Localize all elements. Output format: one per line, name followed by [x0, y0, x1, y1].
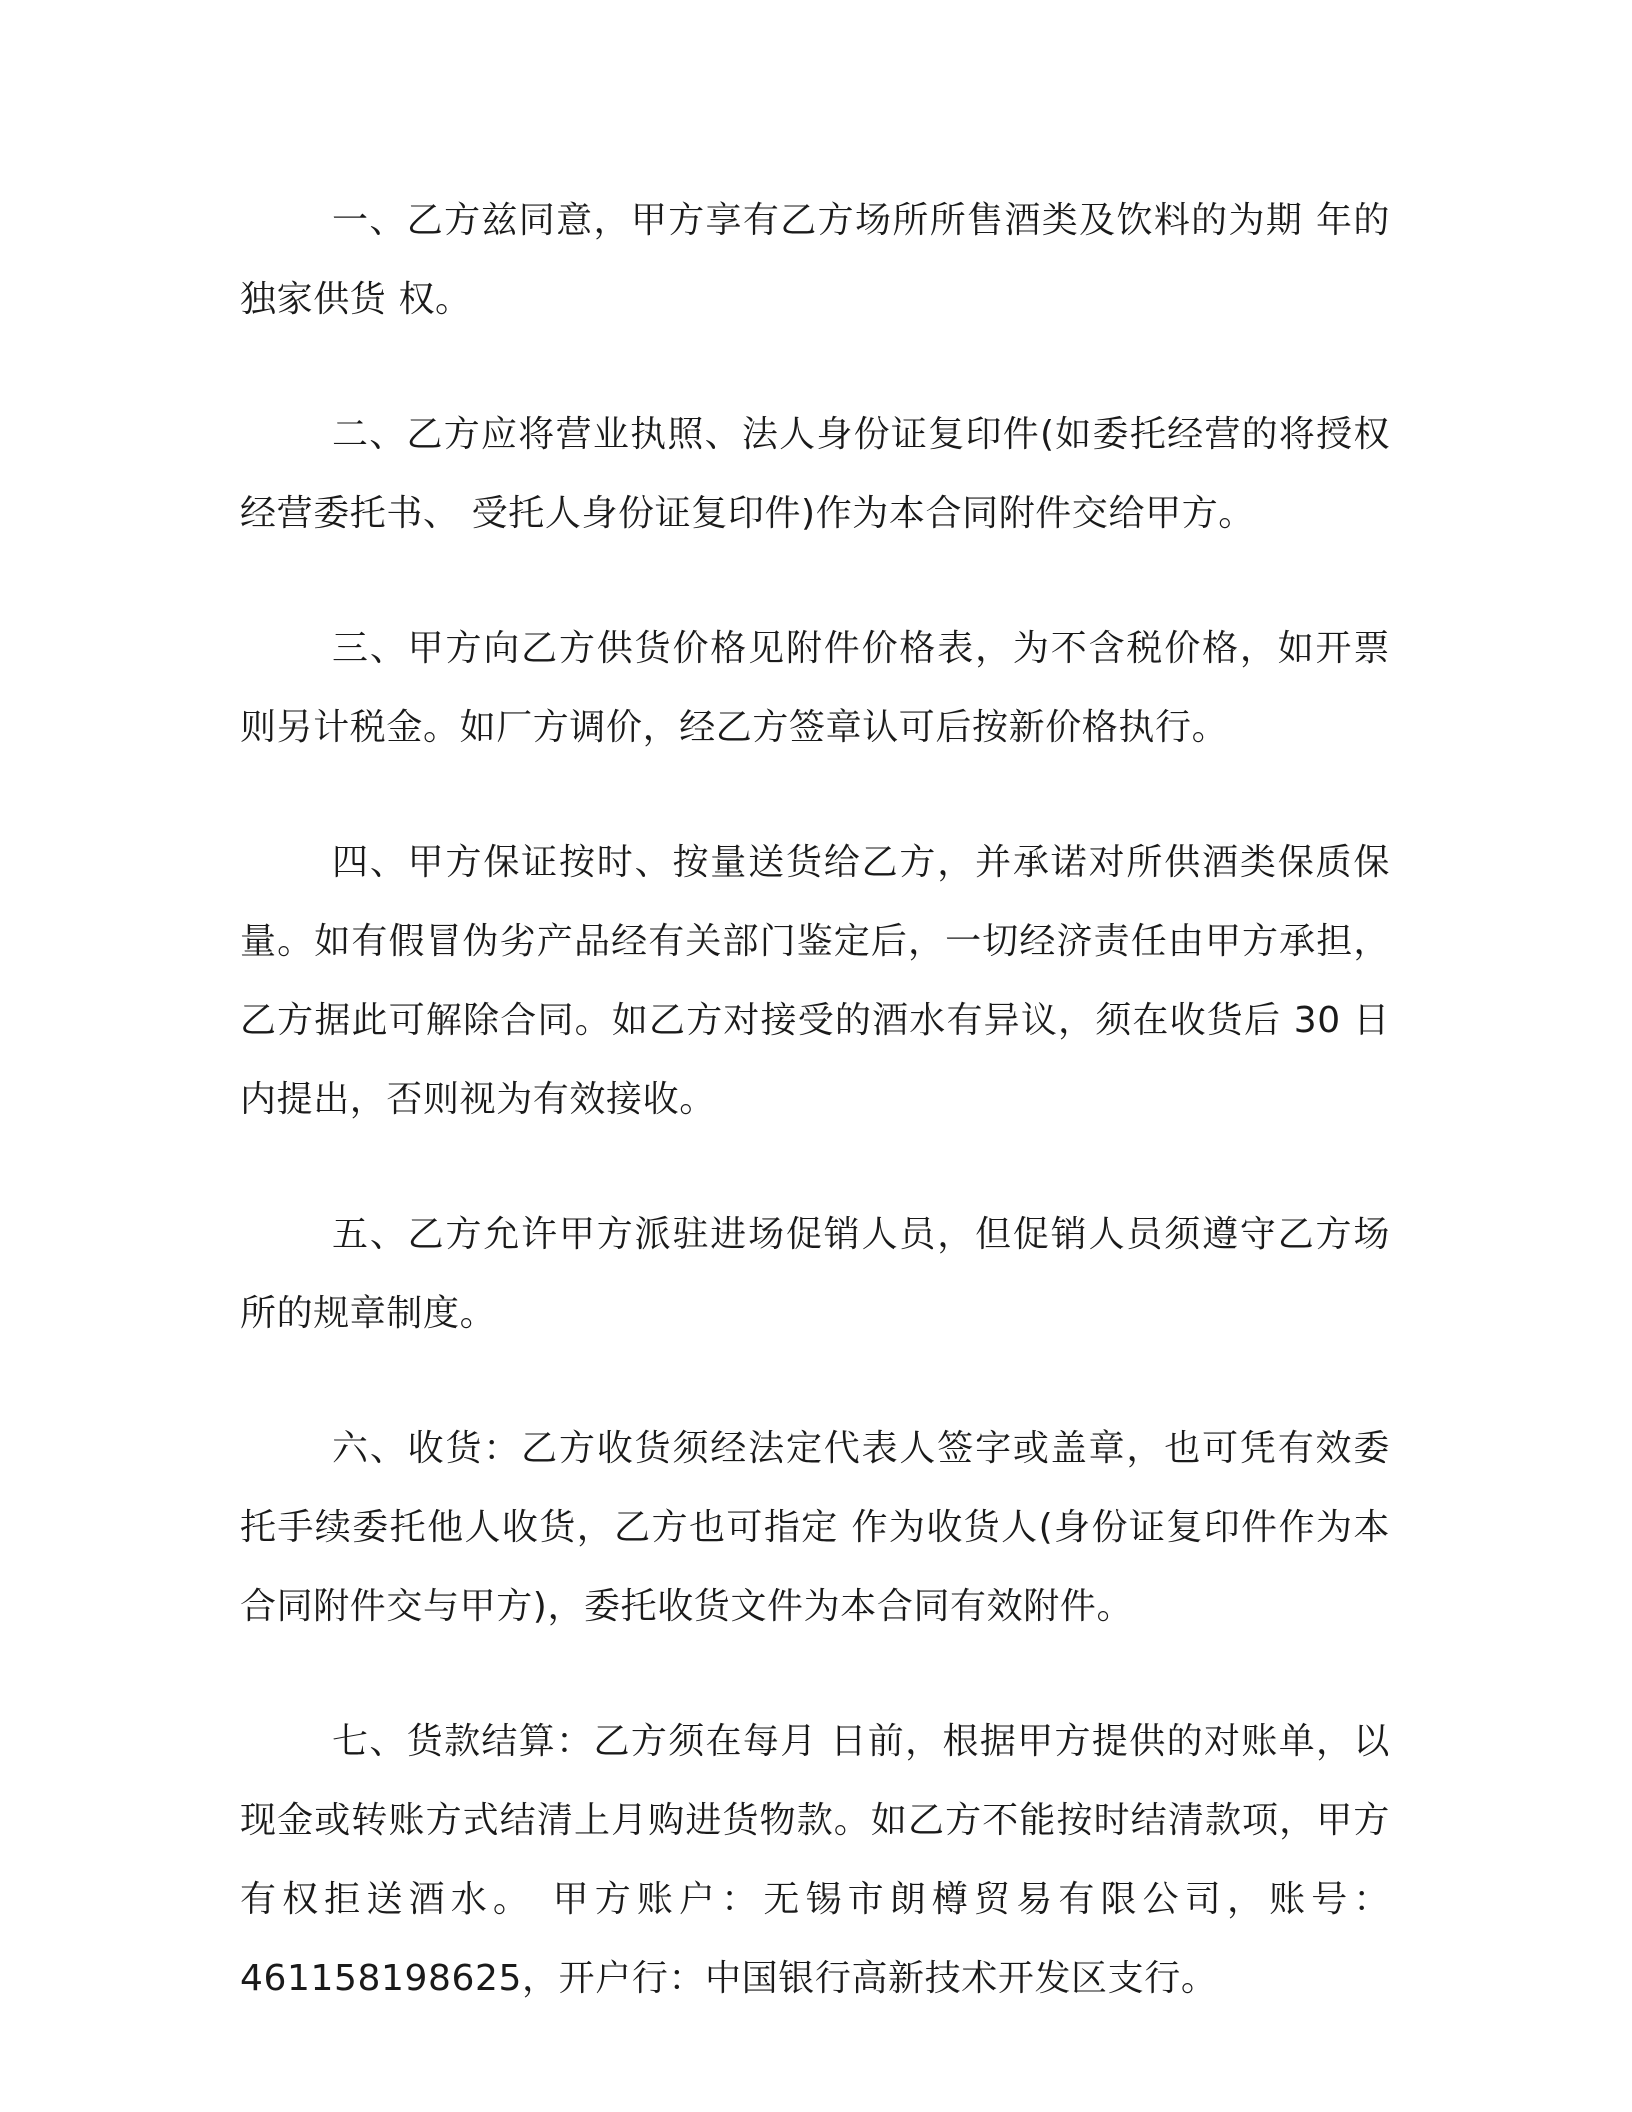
clause-1: 一、乙方兹同意，甲方享有乙方场所所售酒类及饮料的为期 年的独家供货 权。	[240, 200, 1390, 320]
clause-2: 二、乙方应将营业执照、法人身份证复印件(如委托经营的将授权经营委托书、 受托人身份证复印件)作为本合同附件交给甲方。	[240, 414, 1390, 534]
clause-5: 五、乙方允许甲方派驻进场促销人员，但促销人员须遵守乙方场所的规章制度。	[240, 1214, 1390, 1334]
clause-7: 七、货款结算：乙方须在每月 日前，根据甲方提供的对账单，以现金或转账方式结清上月购进货物款。如乙方不能按时结清款项，甲方有权拒送酒水。 甲方账户：无锡市朗樽贸易有限公司，账号：461158198625，开户行：中国银行高新技术开发区支行。	[240, 1721, 1390, 1999]
contract-body	[240, 181, 1390, 2018]
clause-3: 三、甲方向乙方供货价格见附件价格表，为不含税价格，如开票则另计税金。如厂方调价，经乙方签章认可后按新价格执行。	[240, 628, 1390, 748]
clause-4: 四、甲方保证按时、按量送货给乙方，并承诺对所供酒类保质保量。如有假冒伪劣产品经有关部门鉴定后，一切经济责任由甲方承担，乙方据此可解除合同。如乙方对接受的酒水有异议，须在收货后 30 日内提出，否则视为有效接收。	[240, 842, 1390, 1120]
clause-6: 六、收货：乙方收货须经法定代表人签字或盖章，也可凭有效委托手续委托他人收货，乙方也可指定 作为收货人(身份证复印件作为本合同附件交与甲方)，委托收货文件为本合同有效附件。	[240, 1428, 1390, 1627]
